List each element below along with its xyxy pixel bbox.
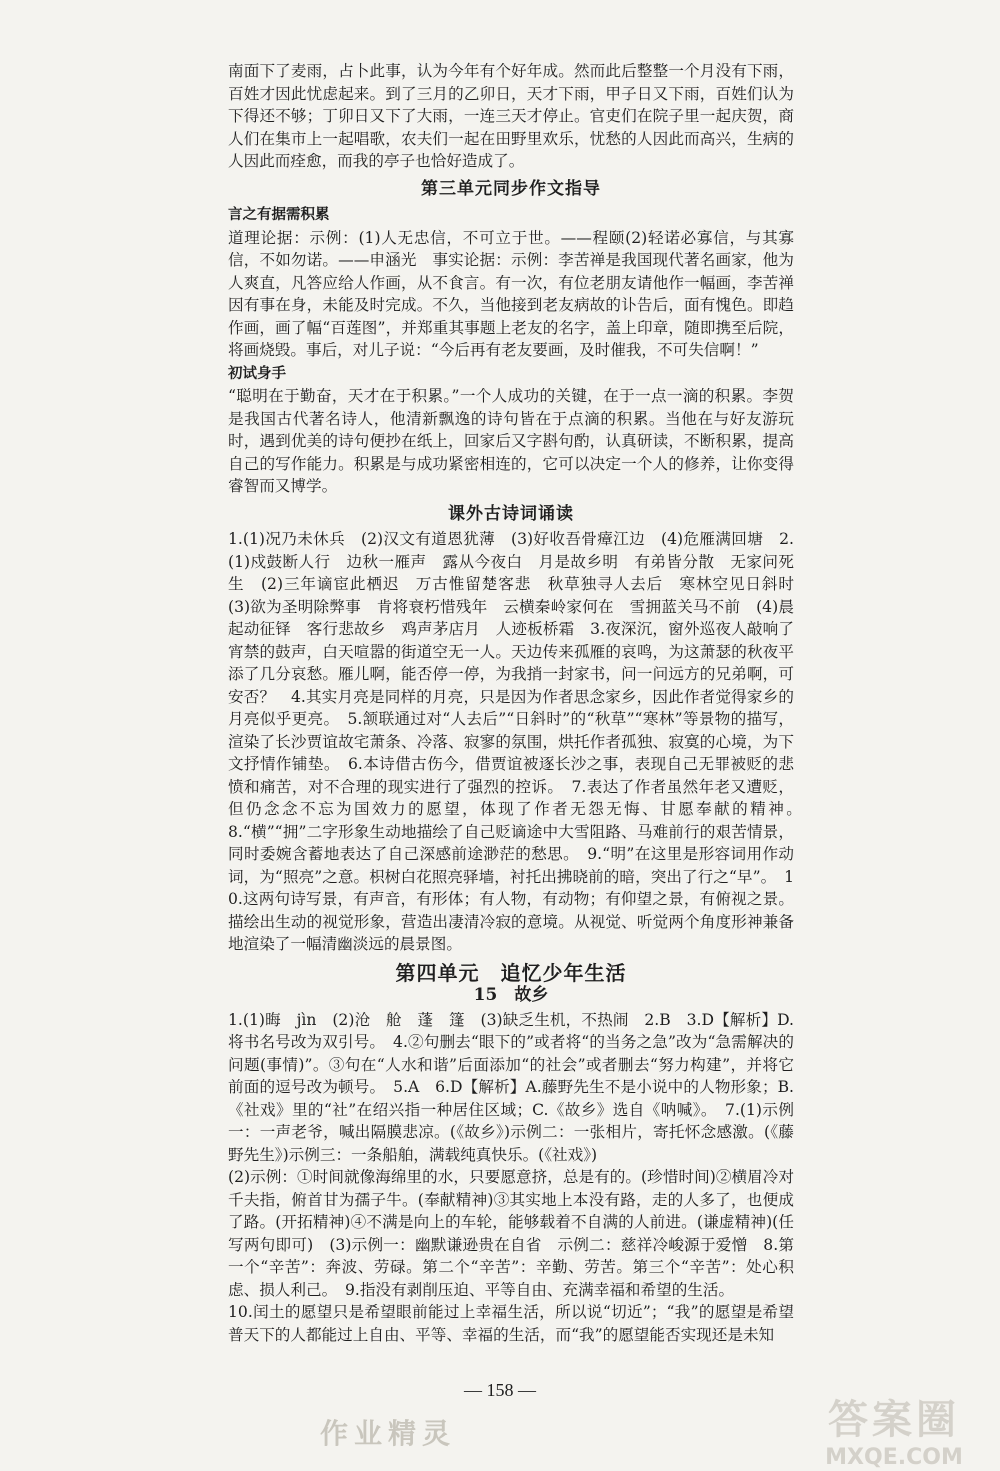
paragraph-lesson-answers-1: 1.(1)晦 jìn (2)沧 舱 蓬 篷 (3)缺乏生机，不热闹 2.B 3.D【解析】D.将书名号改为双引号。 4.②句删去“眼下的”或者将“的当务之急”改为“急需解决的问题(事情)”。③句在“人水和谐”后面添加“的社会”或者删去“努力构建”，并将它前面的逗号改为顿号。 5.A 6.D【解析】A.藤野先生不是小说中的人物形象；B.《社戏》里的“社”在绍兴指一种居住区域；C.《故乡》选自《呐喊》。 7.(1)示例一：一声老爷，喊出隔膜悲凉。(《故乡》)示例二：一张相片，寄托怀念感激。(《藤野先生》)示例三：一条船舶，满载纯真快乐。(《社戏》)	[228, 1010, 794, 1164]
watermark-url: MXQE.COM	[825, 1445, 963, 1470]
subheading-practice: 初试身手	[228, 365, 286, 382]
paragraph-top: 南面下了麦雨，占卜此事，认为今年有个好年成。然而此后整整一个月没有下雨，百姓才因此忧虑起来。到了三月的乙卯日，天才下雨，甲子日又下雨，百姓们认为下得还不够；丁卯日又下了大雨，一连三天才停止。官吏们在院子里一起庆贺，商人们在集市上一起唱歌，农夫们一起在田野里欢乐，忧愁的人因此而高兴，生病的人因此而痊愈，而我的亭子也恰好造成了。	[228, 62, 794, 170]
watermark-text: 答案圈	[828, 1397, 960, 1443]
paragraph-writing-2: “聪明在于勤奋，天才在于积累。”一个人成功的关键，在于一点一滴的积累。李贺是我国古代著名诗人，他清新飘逸的诗句皆在于点滴的积累。当他在与好友游玩时，遇到优美的诗句便抄在纸上，回家后又字斟句酌，认真研读，不断积累，提高自己的写作能力。积累是与成功紧密相连的，它可以决定一个人的修养，让你变得睿智而又博学。	[228, 387, 794, 495]
document-body	[228, 60, 810, 1346]
page-number: — 158 —	[464, 1380, 536, 1400]
footer-brand-mark: 作业精灵	[320, 1417, 457, 1450]
lesson-title: 15 故乡	[473, 985, 549, 1005]
subheading-evidence: 言之有据需积累	[228, 207, 330, 223]
section-title-poetry: 课外古诗词诵读	[448, 503, 574, 524]
paragraph-writing-1: 道理论据：示例：(1)人无忠信，不可立于世。——程颐(2)轻诺必寡信，与其寡信，不如勿诺。——申涵光 事实论据：示例：李苦禅是我国现代著名画家，他为人爽直，凡答应给人作画，从不食言。有一次，有位老朋友请他作一幅画，李苦禅因有事在身，未能及时完成。不久，当他接到老友病故的讣告后，面有愧色。即趋作画，画了幅“百莲图”，并郑重其事题上老友的名字，盖上印章，随即携至后院，将画烧毁。事后，对儿子说：“今后再有老友要画，及时催我，不可失信啊！”	[228, 228, 794, 359]
paragraph-lesson-answers-3: 10.闰土的愿望只是希望眼前能过上幸福生活，所以说“切近”；“我”的愿望是希望普天下的人都能过上自由、平等、幸福的生活，而“我”的愿望能否实现还是未知	[228, 1303, 794, 1344]
section-title-writing: 第三单元同步作文指导	[421, 178, 601, 199]
watermark-logo	[806, 1388, 982, 1470]
paragraph-poetry-answers: 1.(1)况乃未休兵 (2)汉文有道恩犹薄 (3)好收吾骨瘴江边 (4)危雁满回塘 2.(1)戍鼓断人行 边秋一雁声 露从今夜白 月是故乡明 有弟皆分散 无家问死生 (2)三年谪宦此栖迟 万古惟留楚客悲 秋草独寻人去后 寒林空见日斜时 (3)欲为圣明除弊事 肯将衰朽惜残年 云横秦岭家何在 雪拥蓝关马不前 (4)晨起动征铎 客行悲故乡 鸡声茅店月 人迹板桥霜 3.夜深沉，窗外巡夜人敲响了宵禁的鼓声，白天喧嚣的街道空无一人。天边传来孤雁的哀鸣，为这萧瑟的秋夜平添了几分哀愁。雁儿啊，能否停一停，为我捎一封家书，问一问远方的兄弟啊，可安否？ 4.其实月亮是同样的月亮，只是因为作者思念家乡，因此作者觉得家乡的月亮似乎更亮。 5.颔联通过对“人去后”“日斜时”的“秋草”“寒林”等景物的描写，渲染了长沙贾谊故宅萧条、冷落、寂寥的氛围，烘托作者孤独、寂寞的心境，为下文抒情作铺垫。 6.本诗借古伤今，借贾谊被逐长沙之事，表现自己无罪被贬的悲愤和痛苦，对不合理的现实进行了强烈的控诉。 7.表达了作者虽然年老又遭贬，但仍念念不忘为国效力的愿望，体现了作者无怨无悔、甘愿奉献的精神。 8.“横”“拥”二字形象生动地描绘了自己贬谪途中大雪阻路、马难前行的艰苦情景，同时委婉含蓄地表达了自己深感前途渺茫的愁思。 9.“明”在这里是形容词用作动词，为“照亮”之意。枳树白花照亮驿墙，衬托出拂晓前的暗，突出了行之“早”。 10.这两句诗写景，有声音，有形体；有人物，有动物；有仰望之景，有俯视之景。描绘出生动的视觉形象，营造出凄清冷寂的意境。从视觉、听觉两个角度形神兼备地渲染了一幅清幽淡远的晨景图。	[228, 530, 810, 953]
unit-title: 第四单元 追忆少年生活	[395, 960, 627, 985]
paragraph-lesson-answers-2: (2)示例：①时间就像海绵里的水，只要愿意挤，总是有的。(珍惜时间)②横眉冷对千夫指，俯首甘为孺子牛。(奉献精神)③其实地上本没有路，走的人多了，也便成了路。(开拓精神)④不满是向上的车轮，能够载着不自满的人前进。(谦虚精神)(任写两句即可) (3)示例一：幽默谦逊贵在自省 示例二：慈祥冷峻源于爱憎 8.第一个“辛苦”：奔波、劳碌。第二个“辛苦”：辛勤、劳苦。第三个“辛苦”：处心积虑、损人利己。 9.指没有剥削压迫、平等自由、充满幸福和希望的生活。	[228, 1168, 794, 1299]
